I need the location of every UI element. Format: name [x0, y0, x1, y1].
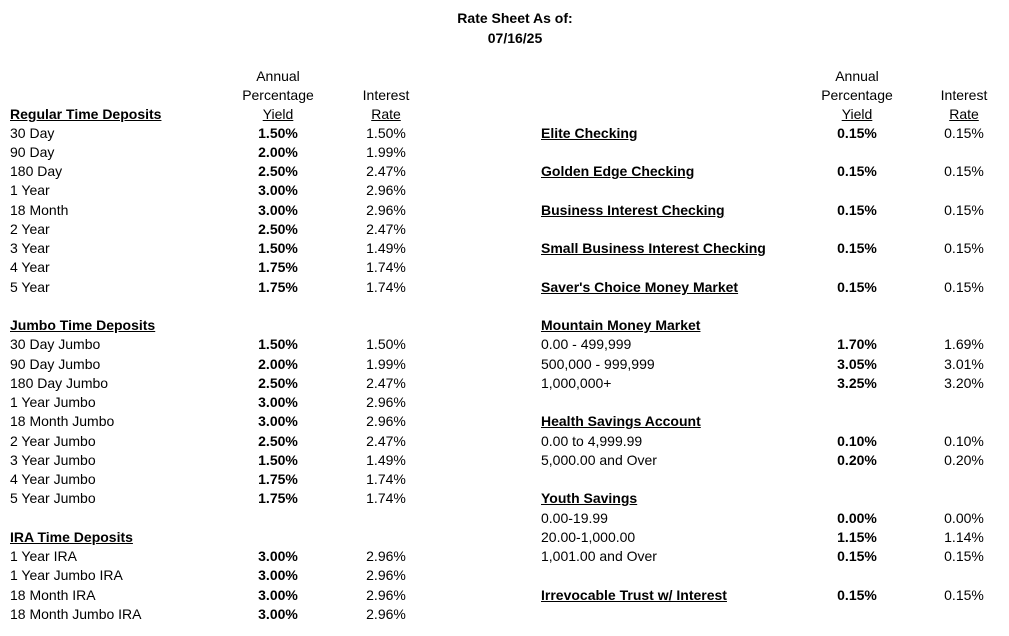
- row-rate: 2.47%: [366, 163, 406, 179]
- row-label: 180 Day: [10, 163, 63, 179]
- row-label: 1 Year: [10, 182, 50, 198]
- row-label: 0.00 to 4,999.99: [541, 433, 643, 449]
- row-label: 1,001.00 and Over: [541, 548, 657, 564]
- row-apy: 3.00%: [258, 587, 298, 603]
- row-apy: 0.20%: [837, 452, 877, 468]
- row-rate: 0.15%: [944, 279, 984, 295]
- section-heading-ira: IRA Time Deposits: [10, 529, 133, 545]
- product-irrevocable-trust: Irrevocable Trust w/ Interest: [541, 587, 727, 603]
- row-rate: 1.74%: [366, 279, 406, 295]
- row-apy: 2.50%: [258, 375, 298, 391]
- row-label: 3 Year: [10, 240, 50, 256]
- row-rate: 1.74%: [366, 471, 406, 487]
- row-rate: 1.50%: [366, 125, 406, 141]
- row-apy: 2.00%: [258, 356, 298, 372]
- row-apy: 1.75%: [258, 259, 298, 275]
- row-rate: 1.74%: [366, 490, 406, 506]
- row-apy: 0.15%: [837, 163, 877, 179]
- rate-header-line2: Rate: [949, 106, 979, 122]
- row-apy: 1.50%: [258, 125, 298, 141]
- row-label: 1,000,000+: [541, 375, 612, 391]
- row-label: 18 Month Jumbo: [10, 413, 115, 429]
- row-label: 2 Year Jumbo: [10, 433, 96, 449]
- row-rate: 0.15%: [944, 163, 984, 179]
- row-rate: 2.96%: [366, 567, 406, 583]
- row-rate: 0.15%: [944, 125, 984, 141]
- row-apy: 3.00%: [258, 394, 298, 410]
- rate-header-line1: Interest: [362, 87, 410, 103]
- row-label: 90 Day: [10, 144, 55, 160]
- row-apy: 0.15%: [837, 587, 877, 603]
- apy-header-line2: Percentage: [242, 87, 314, 103]
- rate-date: 07/16/25: [487, 30, 543, 46]
- row-apy: 1.75%: [258, 490, 298, 506]
- row-rate: 1.74%: [366, 259, 406, 275]
- row-label: 0.00 - 499,999: [541, 336, 632, 352]
- row-rate: 2.47%: [366, 221, 406, 237]
- row-label: 500,000 - 999,999: [541, 356, 655, 372]
- row-rate: 0.00%: [944, 510, 984, 526]
- rate-header-line1: Interest: [940, 87, 988, 103]
- row-apy: 0.00%: [837, 510, 877, 526]
- section-heading-health-savings: Health Savings Account: [541, 413, 701, 429]
- row-label: 20.00-1,000.00: [541, 529, 636, 545]
- row-apy: 2.50%: [258, 163, 298, 179]
- row-rate: 2.47%: [366, 375, 406, 391]
- row-apy: 0.15%: [837, 279, 877, 295]
- product-golden-edge-checking: Golden Edge Checking: [541, 163, 695, 179]
- row-rate: 3.20%: [944, 375, 984, 391]
- row-rate: 0.15%: [944, 587, 984, 603]
- row-apy: 3.00%: [258, 567, 298, 583]
- row-rate: 0.10%: [944, 433, 984, 449]
- section-heading-jumbo: Jumbo Time Deposits: [10, 317, 156, 333]
- row-apy: 2.50%: [258, 221, 298, 237]
- row-apy: 3.00%: [258, 413, 298, 429]
- row-apy: 0.15%: [837, 202, 877, 218]
- row-label: 180 Day Jumbo: [10, 375, 109, 391]
- row-label: 18 Month: [10, 202, 69, 218]
- row-apy: 2.00%: [258, 144, 298, 160]
- product-elite-checking: Elite Checking: [541, 125, 638, 141]
- row-label: 4 Year Jumbo: [10, 471, 96, 487]
- apy-header-line3: Yield: [841, 106, 873, 122]
- row-apy: 3.25%: [837, 375, 877, 391]
- rate-header-line2: Rate: [371, 106, 401, 122]
- row-apy: 0.15%: [837, 548, 877, 564]
- section-heading-mountain-money-market: Mountain Money Market: [541, 317, 701, 333]
- row-rate: 1.69%: [944, 336, 984, 352]
- row-apy: 3.00%: [258, 202, 298, 218]
- row-apy: 1.50%: [258, 240, 298, 256]
- row-apy: 1.75%: [258, 279, 298, 295]
- row-apy: 3.05%: [837, 356, 877, 372]
- row-label: 90 Day Jumbo: [10, 356, 101, 372]
- apy-header-line3: Yield: [262, 106, 294, 122]
- row-label: 2 Year: [10, 221, 50, 237]
- row-rate: 2.96%: [366, 587, 406, 603]
- row-apy: 1.75%: [258, 471, 298, 487]
- row-apy: 0.15%: [837, 125, 877, 141]
- row-label: 4 Year: [10, 259, 50, 275]
- row-label: 30 Day Jumbo: [10, 336, 101, 352]
- row-label: 18 Month IRA: [10, 587, 96, 603]
- row-label: 5 Year Jumbo: [10, 490, 96, 506]
- row-apy: 1.50%: [258, 452, 298, 468]
- row-rate: 2.96%: [366, 548, 406, 564]
- row-rate: 0.20%: [944, 452, 984, 468]
- section-heading-youth-savings: Youth Savings: [541, 490, 638, 506]
- row-rate: 1.49%: [366, 452, 406, 468]
- apy-header-line1: Annual: [835, 68, 879, 84]
- apy-header-line1: Annual: [256, 68, 300, 84]
- row-rate: 1.50%: [366, 336, 406, 352]
- row-label: 0.00-19.99: [541, 510, 608, 526]
- row-rate: 1.14%: [944, 529, 984, 545]
- product-business-interest-checking: Business Interest Checking: [541, 202, 725, 218]
- row-apy: 2.50%: [258, 433, 298, 449]
- row-apy: 0.15%: [837, 240, 877, 256]
- row-rate: 0.15%: [944, 548, 984, 564]
- row-rate: 2.96%: [366, 413, 406, 429]
- row-label: 5 Year: [10, 279, 50, 295]
- row-rate: 1.49%: [366, 240, 406, 256]
- page-title: Rate Sheet As of:: [457, 10, 573, 26]
- row-rate: 0.15%: [944, 240, 984, 256]
- row-label: 3 Year Jumbo: [10, 452, 96, 468]
- section-heading-regular: Regular Time Deposits: [10, 106, 162, 122]
- product-small-business-interest-checking: Small Business Interest Checking: [541, 240, 766, 256]
- row-rate: 3.01%: [944, 356, 984, 372]
- row-apy: 3.00%: [258, 606, 298, 622]
- row-label: 1 Year Jumbo IRA: [10, 567, 123, 583]
- row-rate: 2.96%: [366, 394, 406, 410]
- row-apy: 3.00%: [258, 182, 298, 198]
- row-apy: 0.10%: [837, 433, 877, 449]
- row-label: 30 Day: [10, 125, 55, 141]
- row-label: 1 Year IRA: [10, 548, 77, 564]
- row-label: 18 Month Jumbo IRA: [10, 606, 142, 622]
- row-rate: 2.96%: [366, 606, 406, 622]
- row-apy: 1.70%: [837, 336, 877, 352]
- row-label: 1 Year Jumbo: [10, 394, 96, 410]
- row-apy: 1.15%: [837, 529, 877, 545]
- row-label: 5,000.00 and Over: [541, 452, 657, 468]
- row-rate: 2.96%: [366, 182, 406, 198]
- row-rate: 2.96%: [366, 202, 406, 218]
- apy-header-line2: Percentage: [821, 87, 893, 103]
- product-savers-choice-money-market: Saver's Choice Money Market: [541, 279, 739, 295]
- row-apy: 1.50%: [258, 336, 298, 352]
- row-rate: 1.99%: [366, 356, 406, 372]
- row-rate: 2.47%: [366, 433, 406, 449]
- row-apy: 3.00%: [258, 548, 298, 564]
- row-rate: 0.15%: [944, 202, 984, 218]
- row-rate: 1.99%: [366, 144, 406, 160]
